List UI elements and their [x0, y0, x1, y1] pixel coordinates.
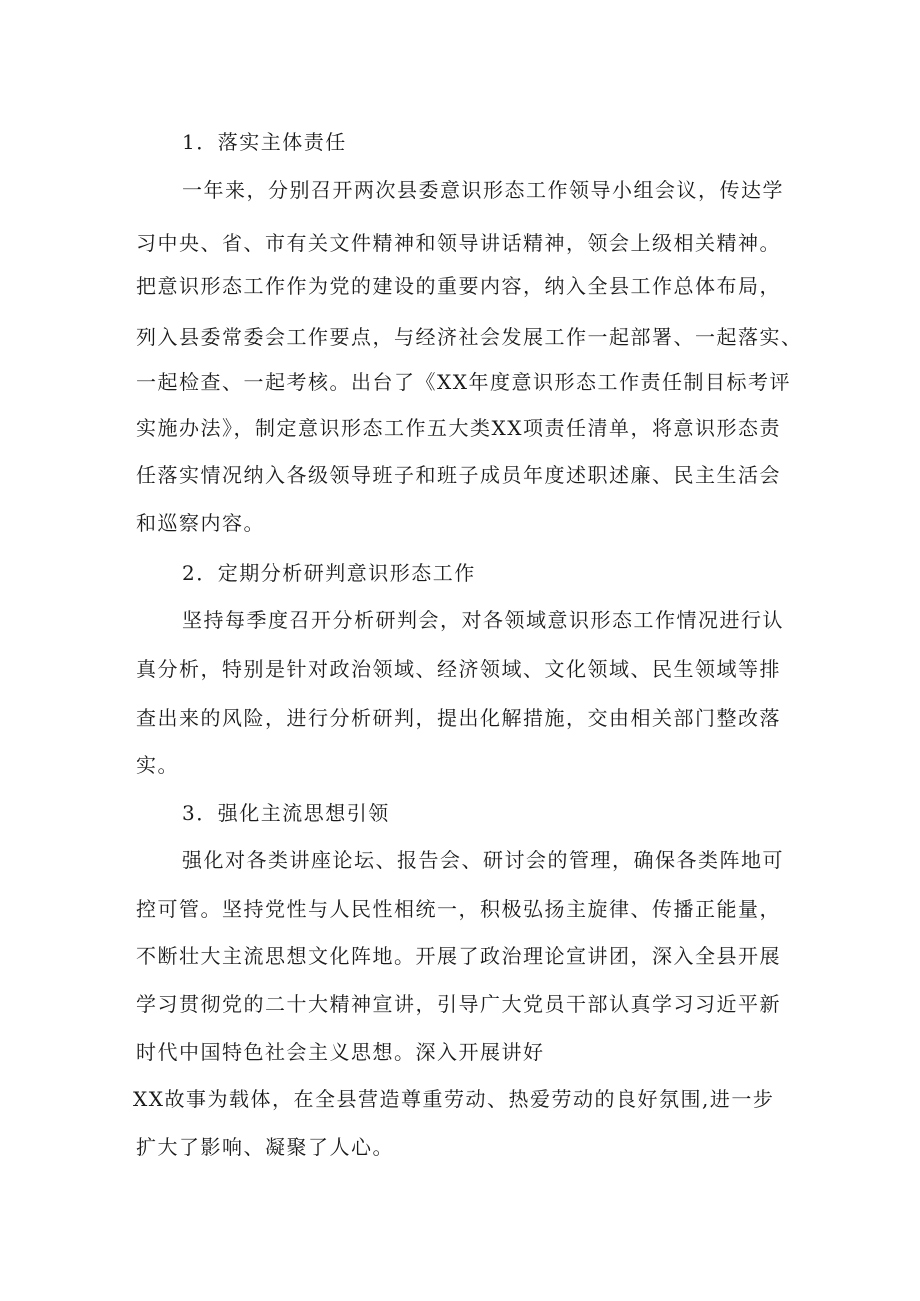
paragraph-line: 时代中国特色社会主义思想。深入开展讲好 — [136, 1040, 545, 1064]
paragraph-line: 实。 — [136, 753, 179, 777]
section-heading-1: 1．落实主体责任 — [182, 130, 347, 154]
paragraph-line: 不断壮大主流思想文化阵地。开展了政治理论宣讲团，深入全县开展 — [136, 944, 781, 968]
section-heading-3: 3．强化主流思想引领 — [182, 801, 390, 825]
section-heading-2: 2．定期分析研判意识形态工作 — [182, 561, 476, 585]
paragraph-line: 扩大了影响、凝聚了人心。 — [136, 1135, 394, 1159]
paragraph-line: 真分析，特别是针对政治领域、经济领域、文化领域、民生领域等排 — [136, 657, 781, 681]
paragraph-line: 习中央、省、市有关文件精神和领导讲话精神，领会上级相关精神。 — [136, 231, 781, 255]
paragraph-line: 列入县委常委会工作要点，与经济社会发展工作一起部署、一起落实、 — [136, 325, 803, 349]
paragraph-line: 实施办法》，制定意识形态工作五大类XX项责任清单，将意识形态责 — [136, 416, 781, 440]
paragraph-line: 强化对各类讲座论坛、报告会、研讨会的管理，确保各类阵地可 — [182, 848, 784, 872]
paragraph-line: 学习贯彻党的二十大精神宣讲，引导广大党员干部认真学习习近平新 — [136, 992, 781, 1016]
paragraph-line: 控可管。坚持党性与人民性相统一，积极弘扬主旋律、传播正能量， — [136, 897, 781, 921]
paragraph-line: 把意识形态工作作为党的建设的重要内容，纳入全县工作总体布局， — [136, 274, 781, 298]
paragraph-line: XX故事为载体，在全县营造尊重劳动、热爱劳动的良好氛围,进一步 — [133, 1087, 775, 1111]
paragraph-line: 一起检查、一起考核。出台了《XX年度意识形态工作责任制目标考评 — [136, 370, 791, 394]
paragraph-line: 查出来的风险，进行分析研判，提出化解措施，交由相关部门整改落 — [136, 706, 781, 730]
paragraph-line: 坚持每季度召开分析研判会，对各领域意识形态工作情况进行认 — [182, 608, 784, 632]
paragraph-line: 和巡察内容。 — [136, 511, 265, 535]
paragraph-line: 任落实情况纳入各级领导班子和班子成员年度述职述廉、民主生活会 — [136, 463, 781, 487]
paragraph-line: 一年来，分别召开两次县委意识形态工作领导小组会议，传达学 — [182, 178, 784, 202]
